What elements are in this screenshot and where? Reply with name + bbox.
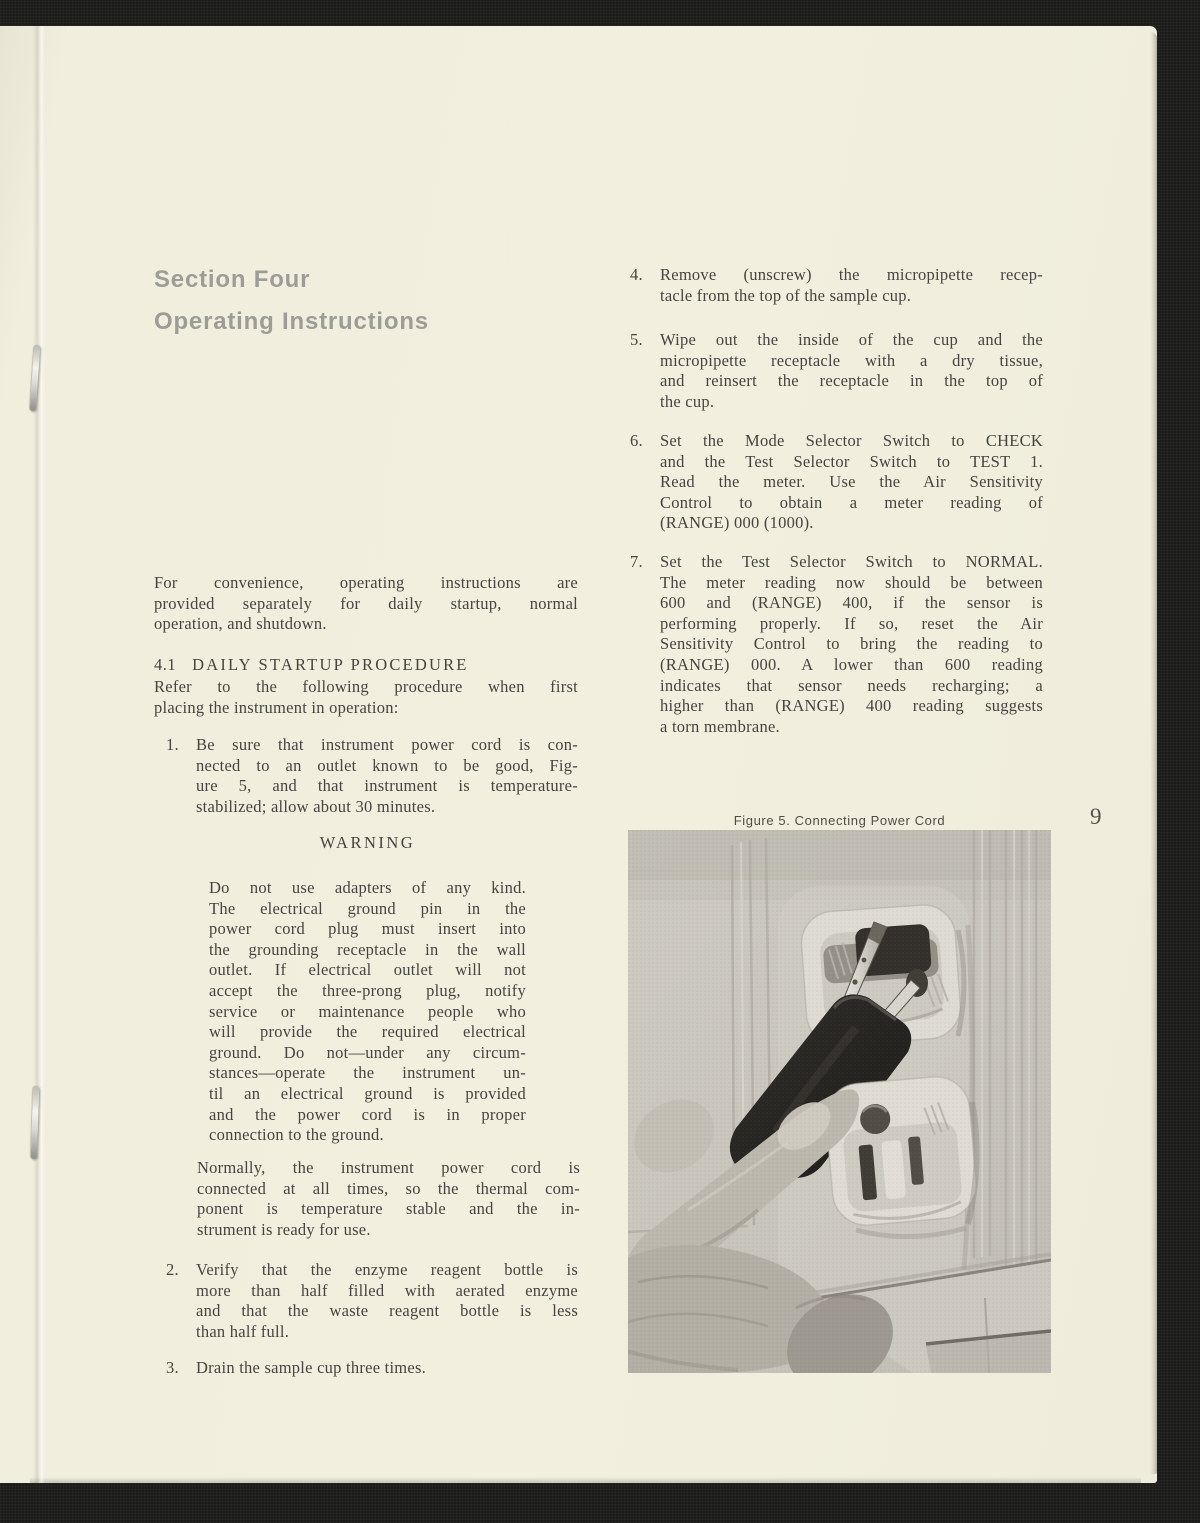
intro-paragraph: For convenience, operating instructions are provided separately for daily startup, normal operation, and shutdown. [154,573,578,634]
step-item-5 [630,330,1043,412]
step-text: Remove (unscrew) the micropipette recep- tacle from the top of the sample cup. [660,265,1043,305]
step-item-4 [630,265,1043,306]
step-number: 3. [166,1358,179,1377]
warning-heading: WARNING [319,833,416,852]
subsection-intro: Refer to the following procedure when first placing the instrument in operation: [154,677,578,717]
warning-paragraph: Do not use adapters of any kind. The electrical ground pin in the power cord plug must insert into the grounding receptacle in the wall outlet. If electrical outlet will not accept the three-prong plug, notify service or maintenance people who will provide the required electrical ground. Do not—under any circum- stances—operate the instrument un- til an electrical ground is provided and the power cord is in proper connection to the ground. [209,878,526,1145]
subsection-heading [154,655,469,675]
step-text: Set the Test Selector Switch to NORMAL. The meter reading now should be between 600 and (RANGE) 400, if the sensor is performing properly. If so, reset the Air Sensitivity Control to bring the reading to (RANGE) 000. A lower than 600 reading indicates that sensor needs recharging; a higher than (RANGE) 400 reading suggests a torn membrane. [660,552,1043,736]
figure-caption: Figure 5. Connecting Power Cord [733,813,946,828]
note-paragraph: Normally, the instrument power cord is connected at all times, so the thermal com- ponent is temperature stable and the in- strument is ready for use. [197,1158,580,1239]
manual-page [0,26,1157,1483]
step-number: 7. [630,552,643,571]
step-item-6 [630,431,1043,534]
step-number: 1. [166,735,179,754]
step-text: Wipe out the inside of the cup and the micropipette receptacle with a dry tissue, and reinsert the receptacle in the top of the cup. [660,330,1043,411]
subsection-number: 4.1 [154,655,177,674]
section-heading-line2: Operating Instructions [154,308,429,335]
step-text: Drain the sample cup three times. [196,1358,427,1377]
step-item-3 [166,1358,578,1379]
step-number: 2. [166,1260,179,1279]
step-number: 4. [630,265,643,284]
step-number: 5. [630,330,643,349]
step-item-7 [630,552,1043,737]
step-item-2 [166,1260,578,1342]
section-heading-line1: Section Four [154,266,311,293]
step-number: 6. [630,431,643,450]
binding-crease [33,26,45,1483]
figure-photo [628,830,1051,1373]
step-item-1 [166,735,578,817]
page-number: 9 [1090,804,1102,829]
subsection-title: DAILY STARTUP PROCEDURE [192,655,469,674]
step-text: Be sure that instrument power cord is con- nected to an outlet known to be good, Fig- ure 5, and that instrument is temperature- stabilized; allow about 30 minutes. [196,735,578,816]
step-text: Set the Mode Selector Switch to CHECK and the Test Selector Switch to TEST 1. Read the meter. Use the Air Sensitivity Control to obtain a meter reading of (RANGE) 000 (1000). [660,431,1043,533]
step-text: Verify that the enzyme reagent bottle is more than half filled with aerated enzyme and that the waste reagent bottle is less than half full. [196,1260,578,1341]
